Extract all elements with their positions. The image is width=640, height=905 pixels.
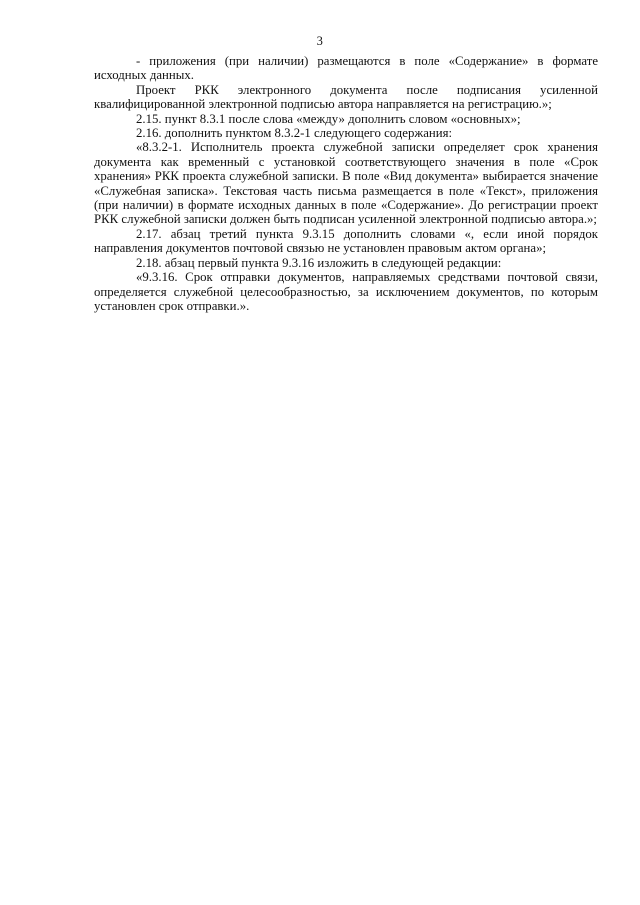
paragraph-item-2-18: 2.18. абзац первый пункта 9.3.16 изложить в следующей редакции:: [136, 255, 502, 270]
page-number: 3: [316, 34, 324, 48]
paragraph-attachments-item: - приложения (при наличии) размещаются в поле «Содержание» в формате исходных данных.: [94, 54, 598, 83]
document-body: [94, 54, 598, 313]
paragraph-registration: Проект РКК электронного документа после подписания усиленной квалифицированной электронной подписью автора направляется на регистрацию.»;: [94, 82, 598, 112]
paragraph-clause-8-3-2-1: «8.3.2-1. Исполнитель проекта служебной записки определяет срок хранения документа как временный с установкой соответствующего значения в поле «Срок хранения» РКК проекта служебной записки. В поле «Вид документа» выбирается значение «Служебная записка». Текстовая часть письма размещается в поле «Текст», приложения (при наличии) в формате исходных данных в поле «Содержание». До регистрации проект РКК служебной записки должен быть подписан усиленной электронной подписью автора.»;: [94, 140, 598, 227]
paragraph-item-2-17: 2.17. абзац третий пункта 9.3.15 дополнить словами «, если иной порядок направления документов почтовой связью не установлен правовым актом органа»;: [94, 226, 598, 256]
paragraph-item-2-15: 2.15. пункт 8.3.1 после слова «между» дополнить словом «основных»;: [136, 111, 521, 126]
paragraph-clause-9-3-16: «9.3.16. Срок отправки документов, направляемых средствами почтовой связи, определяется служебной целесообразностью, за исключением документов, по которым установлен срок отправки.».: [94, 270, 598, 313]
paragraph-item-2-16: 2.16. дополнить пунктом 8.3.2-1 следующего содержания:: [136, 126, 453, 141]
